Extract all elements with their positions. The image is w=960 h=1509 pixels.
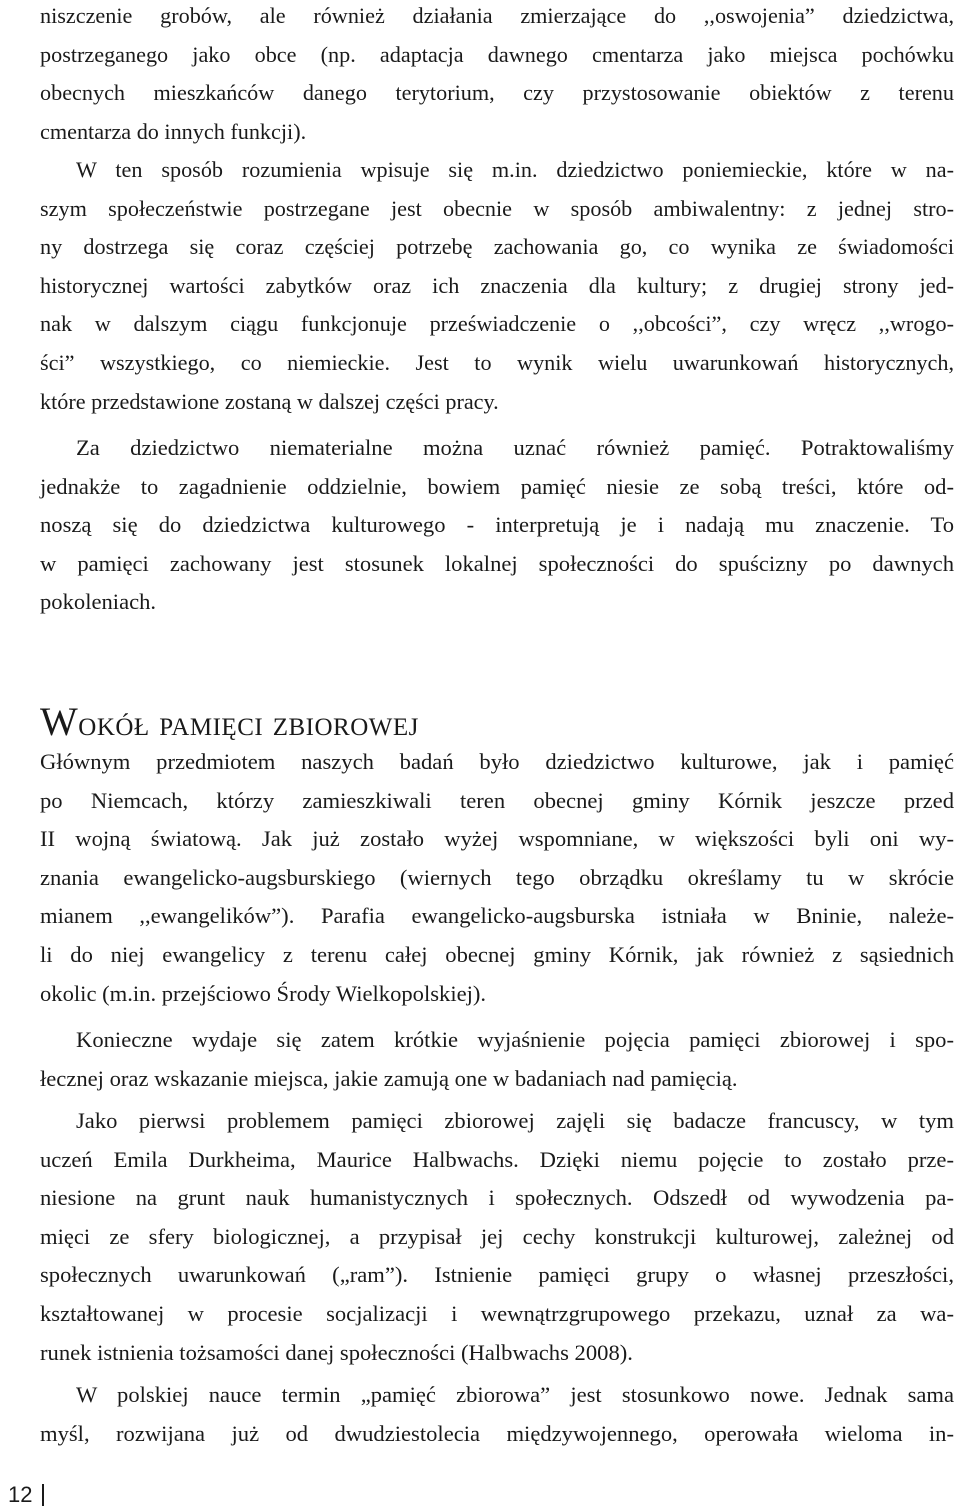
text-line: po Niemcach, którzy zamieszkiwali teren obecnej gminy Kórnik jeszcze przed <box>40 787 954 813</box>
text-line: historycznej wartości zabytków oraz ich znaczenia dla kultury; z drugiej strony jed- <box>40 272 954 298</box>
text-line: W polskiej nauce termin „pamięć zbiorowa” jest stosunkowo nowe. Jednak sama <box>76 1382 954 1407</box>
text-line: Głównym przedmiotem naszych badań było dziedzictwo kulturowe, jak i pamięć <box>40 749 954 774</box>
text-line: niszczenie grobów, ale również działania zmierzające do ,,oswojenia” dziedzictwa, <box>40 3 954 28</box>
paragraph-4 <box>40 743 954 1013</box>
page-number-marker <box>42 1484 44 1506</box>
section-heading <box>40 700 419 745</box>
paragraph-6 <box>40 1102 954 1372</box>
text-line: myśl, rozwijana już od dwudziestolecia międzywojennego, operowała wieloma in- <box>40 1420 954 1446</box>
paragraph-3 <box>40 429 954 622</box>
text-line: mięci ze sfery biologicznej, a przypisał jej cechy konstrukcji kulturowej, zależnej od <box>40 1223 954 1249</box>
text-line: postrzeganego jako obce (np. adaptacja dawnego cmentarza jako miejsca pochówku <box>40 41 954 67</box>
text-line: obecnych mieszkańców danego terytorium, czy przystosowanie obiektów z terenu <box>40 80 954 106</box>
text-line: okolic (m.in. przejściowo Środy Wielkopolskiej). <box>40 980 487 1006</box>
text-line: w pamięci zachowany jest stosunek lokalnej społeczności do spuścizny po dawnych <box>40 550 954 576</box>
text-line: szym społeczeństwie postrzegane jest obecnie w sposób ambiwalentny: z jednej stro- <box>40 195 954 221</box>
text-line: jednakże to zagadnienie oddzielnie, bowiem pamięć niesie ze sobą treści, które od- <box>40 473 954 499</box>
text-line: niesione na grunt nauk humanistycznych i społecznych. Odszedł od wywodzenia pa- <box>40 1185 954 1211</box>
paragraph-1 <box>40 0 954 151</box>
paragraph-5 <box>40 1021 954 1098</box>
text-line: ny dostrzega się coraz częściej potrzebę zachowania go, co wynika ze świadomości <box>40 234 954 260</box>
heading-initial: W <box>40 699 79 744</box>
heading-text: okół pamięci zbiorowej <box>78 703 419 743</box>
text-line: li do niej ewangelicy z terenu całej obecnej gminy Kórnik, jak również z sąsiednich <box>40 941 954 967</box>
paragraph-2 <box>40 151 954 421</box>
text-line: runek istnienia tożsamości danej społeczności (Halbwachs 2008). <box>40 1339 633 1365</box>
text-line: uczeń Emila Durkheima, Maurice Halbwachs. Dzięki niemu pojęcie to zostało prze- <box>40 1146 954 1172</box>
text-line: kształtowanej w procesie socjalizacji i wewnątrzgrupowego przekazu, uznał za wa- <box>40 1300 954 1326</box>
text-line: pokoleniach. <box>40 589 157 615</box>
text-line: Za dziedzictwo niematerialne można uznać również pamięć. Potraktowaliśmy <box>76 435 954 460</box>
text-line: nak w dalszym ciągu funkcjonuje przeświadczenie o ,,obcości”, czy wręcz ,,wrogo- <box>40 311 954 337</box>
text-line: cmentarza do innych funkcji). <box>40 118 307 144</box>
text-line: łecznej oraz wskazanie miejsca, jakie zamują one w badaniach nad pamięcią. <box>40 1065 738 1091</box>
text-line: Konieczne wydaje się zatem krótkie wyjaśnienie pojęcia pamięci zbiorowej i spo- <box>76 1027 954 1052</box>
text-line: społecznych uwarunkowań („ram”). Istnienie pamięci grupy o własnej przeszłości, <box>40 1262 954 1288</box>
text-line: znania ewangelicko-augsburskiego (wiernych tego obrządku określamy tu w skrócie <box>40 864 954 890</box>
paragraph-7 <box>40 1376 954 1453</box>
text-line: II wojną światową. Jak już zostało wyżej wspomniane, w większości byli oni wy- <box>40 826 954 852</box>
page-number: 12 <box>8 1482 33 1507</box>
text-line: noszą się do dziedzictwa kulturowego - interpretują je i nadają mu znaczenie. To <box>40 512 954 538</box>
text-line: ści” wszystkiego, co niemieckie. Jest to wynik wielu uwarunkowań historycznych, <box>40 349 954 375</box>
text-line: które przedstawione zostaną w dalszej części pracy. <box>40 388 499 414</box>
text-line: Jako pierwsi problemem pamięci zbiorowej zajęli się badacze francuscy, w tym <box>76 1108 954 1133</box>
text-line: W ten sposób rozumienia wpisuje się m.in. dziedzictwo poniemieckie, które w na- <box>76 157 954 182</box>
text-line: mianem ,,ewangelików”). Parafia ewangelicko-augsburska istniała w Bninie, należe- <box>40 903 954 929</box>
